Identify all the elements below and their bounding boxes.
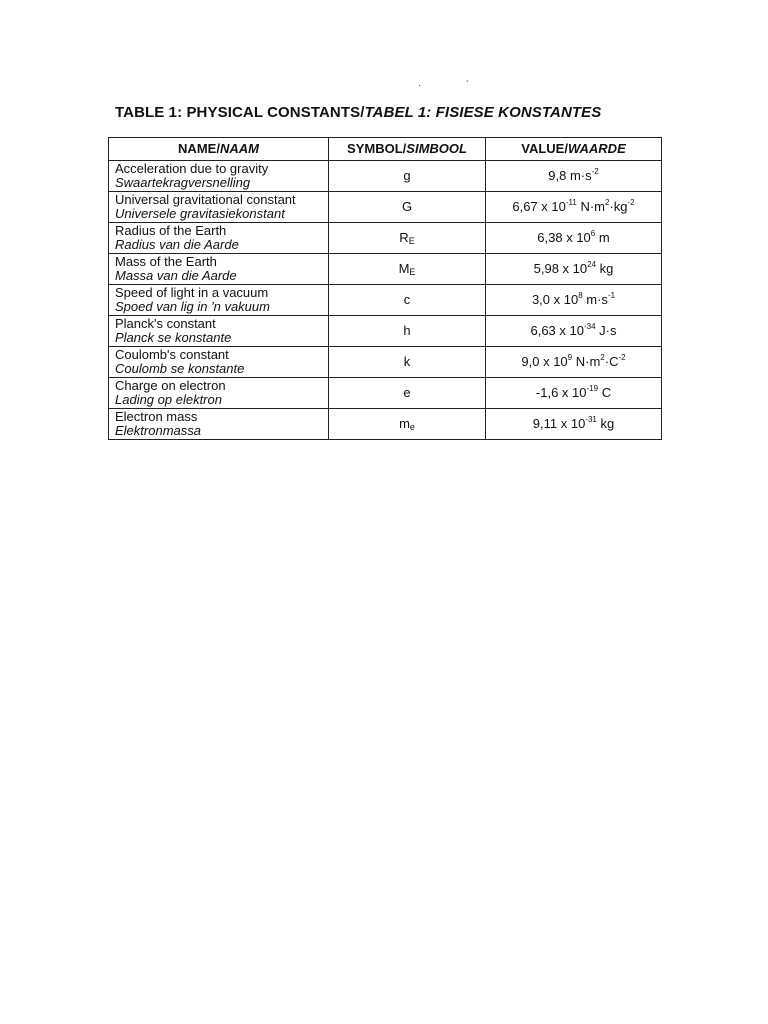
constant-name-cell [109, 192, 329, 223]
constant-symbol-cell [329, 409, 486, 440]
constant-name-cell [109, 161, 329, 192]
value-text: 5,98 x 10 [533, 261, 588, 276]
value-exponent: -2 [591, 167, 599, 176]
value-text: C [598, 385, 612, 400]
constant-name-english: Radius of the Earth [115, 223, 227, 238]
constant-symbol-cell [329, 316, 486, 347]
value-exponent: -2 [627, 198, 635, 207]
constant-value-cell [486, 223, 662, 254]
value-text: m [595, 230, 610, 245]
value-exponent: 6 [590, 229, 596, 238]
table-title-english: TABLE 1: PHYSICAL CONSTANTS/ [115, 104, 365, 121]
value-text: 6,63 x 10 [530, 323, 584, 338]
value-text: -1,6 x 10 [535, 385, 587, 400]
header-value: VALUE/WAARDE [486, 138, 662, 161]
value-exponent: -1 [607, 291, 616, 300]
value-text: N·m [572, 354, 601, 369]
table-row [109, 285, 662, 316]
value-text: kg [596, 416, 615, 431]
stray-mark-right: ´ [466, 80, 470, 91]
constant-name-cell [109, 285, 329, 316]
constant-name-english: Universal gravitational constant [115, 192, 296, 207]
value-text: ·C [604, 354, 619, 369]
constant-name-afrikaans: Coulomb se konstante [115, 361, 245, 376]
table-row [109, 161, 662, 192]
constant-name-cell [109, 409, 329, 440]
value-exponent: 24 [587, 260, 597, 269]
constant-name-english: Coulomb's constant [115, 347, 229, 362]
constant-name-english: Acceleration due to gravity [115, 161, 269, 176]
value-exponent: -11 [565, 198, 577, 207]
value-exponent: 9 [567, 353, 573, 362]
constant-name-cell [109, 347, 329, 378]
table-row [109, 192, 662, 223]
constant-name-afrikaans: Spoed van lig in 'n vakuum [115, 299, 270, 314]
table-title-afrikaans: TABEL 1: FISIESE KONSTANTES [364, 104, 602, 121]
constant-value-cell [486, 192, 662, 223]
constant-name-afrikaans: Massa van die Aarde [115, 268, 237, 283]
constant-name-english: Charge on electron [115, 378, 226, 393]
value-text: kg [596, 261, 614, 276]
constant-symbol-cell [329, 378, 486, 409]
table-row [109, 409, 662, 440]
constant-symbol: g [403, 168, 411, 183]
constant-symbol-cell [329, 223, 486, 254]
constant-symbol: e [403, 385, 411, 400]
value-exponent: 8 [578, 291, 583, 300]
table-row [109, 378, 662, 409]
table-title [115, 104, 601, 121]
constant-value-cell [486, 285, 662, 316]
table-row [109, 347, 662, 378]
value-exponent: -34 [583, 322, 596, 331]
constant-value-cell [486, 347, 662, 378]
constant-symbol: G [401, 199, 413, 214]
value-exponent: -2 [618, 353, 626, 362]
constant-symbol: m [399, 416, 410, 431]
constant-symbol-cell [329, 161, 486, 192]
constant-value-cell [486, 316, 662, 347]
stray-mark-left: · [418, 80, 422, 91]
constant-name-english: Mass of the Earth [115, 254, 217, 269]
constant-name-cell [109, 316, 329, 347]
constant-name-english: Speed of light in a vacuum [115, 285, 269, 300]
table-row [109, 223, 662, 254]
value-exponent: 2 [605, 198, 610, 207]
constant-symbol: c [403, 292, 411, 307]
value-text: J·s [595, 323, 617, 338]
table-header-row [109, 138, 662, 161]
constant-name-afrikaans: Swaartekragversnelling [115, 175, 251, 190]
constant-value-cell [486, 161, 662, 192]
constant-value-cell [486, 254, 662, 285]
constant-symbol-cell [329, 347, 486, 378]
header-symbol: SYMBOL/SIMBOOL [329, 138, 486, 161]
constant-symbol: R [399, 230, 409, 245]
constant-symbol-cell [329, 254, 486, 285]
constant-name-english: Electron mass [115, 409, 198, 424]
value-text: 9,11 x 10 [532, 416, 586, 431]
value-exponent: -31 [585, 415, 597, 424]
constant-symbol-subscript: e [409, 422, 415, 432]
constant-symbol-subscript: E [409, 267, 416, 277]
constant-symbol: M [398, 261, 410, 276]
constant-name-afrikaans: Radius van die Aarde [115, 237, 239, 252]
constant-value-cell [486, 409, 662, 440]
constant-symbol-cell [329, 285, 486, 316]
value-exponent: -19 [586, 384, 599, 393]
constant-symbol: h [403, 323, 411, 338]
value-text: ·kg [609, 199, 628, 214]
constant-name-afrikaans: Elektronmassa [115, 423, 201, 438]
value-text: 6,67 x 10 [512, 199, 566, 214]
constant-name-afrikaans: Universele gravitasiekonstant [115, 206, 285, 221]
table-row [109, 254, 662, 285]
constant-name-cell [109, 254, 329, 285]
constant-value-cell [486, 378, 662, 409]
value-text: 6,38 x 10 [537, 230, 591, 245]
constant-name-afrikaans: Planck se konstante [115, 330, 232, 345]
table-row [109, 316, 662, 347]
constant-symbol-cell [329, 192, 486, 223]
value-exponent: 2 [600, 353, 605, 362]
value-text: 9,8 m·s [548, 168, 592, 183]
constant-name-cell [109, 378, 329, 409]
constant-name-english: Planck's constant [115, 316, 216, 331]
value-text: N·m [576, 199, 605, 214]
header-name: NAME/NAAM [109, 138, 329, 161]
constant-symbol: k [403, 354, 411, 369]
constant-name-afrikaans: Lading op elektron [115, 392, 222, 407]
value-text: m·s [582, 292, 608, 307]
physical-constants-table [108, 137, 662, 440]
value-text: 3,0 x 10 [531, 292, 579, 307]
constant-symbol-subscript: E [408, 236, 415, 246]
constant-name-cell [109, 223, 329, 254]
value-text: 9,0 x 10 [521, 354, 568, 369]
